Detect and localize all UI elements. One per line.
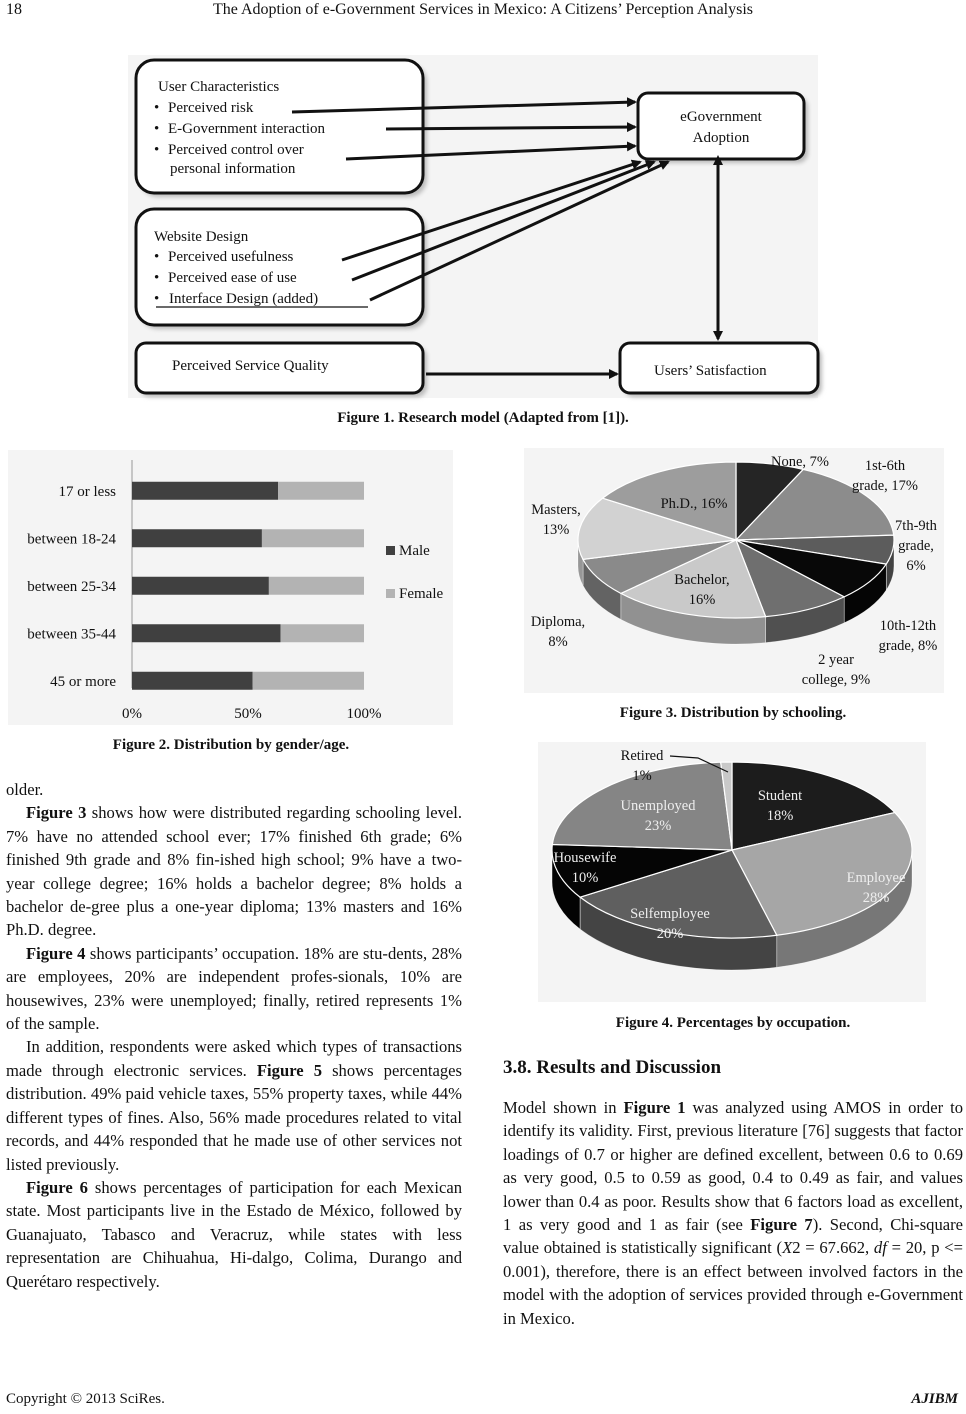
- slice-label: 2 year: [818, 652, 854, 668]
- paragraph: Model shown in Figure 1 was analyzed using AMOS in order to identify its validity. First, previous literature [76] suggests that factor loadings of 0.7 or higher are defined excellent, between 0.6 to 0.69 as very good, 0.5 to 0.59 as good, 0.4 to 0.49 as fair, and values lower than 0.4 as poor. Results show that 6 factors load as excellent, 1 as very good and 1 as fair (see Figure 7). Second, Chi-square value obtained is statistically significant (X2 = 67.662, df = 20, p <= 0.001), therefore, there is an effect between involved factors in the model with the adoption of services provided through e-Government in Mexico.: [503, 1098, 963, 1328]
- svg-text:•: •: [154, 270, 160, 286]
- figure3-pie-chart: [524, 448, 944, 693]
- bar-female: [253, 672, 364, 690]
- copyright: Copyright © 2013 SciRes.: [6, 1391, 165, 1407]
- slice-label: Unemployed: [620, 798, 696, 814]
- slice-label: grade,: [898, 538, 934, 554]
- user-box-title: User Characteristics: [158, 79, 280, 95]
- figure-ref[interactable]: Figure 5: [256, 1060, 323, 1080]
- figure4-pie-chart: [538, 742, 926, 1002]
- figure2-bar-chart: [8, 450, 453, 725]
- running-title: The Adoption of e-Government Services in Mexico: A Citizens’ Perception Analysis: [212, 1, 754, 18]
- figure1-diagram: [120, 50, 840, 402]
- page-header: [0, 0, 966, 26]
- right-column: [503, 1096, 963, 1330]
- paragraph: Figure 4 shows participants’ occupation. 18% are stu-dents, 28% are employees, 20% are independent profes-sionals, 10% are housewives, 23% were unemployed; finally, retired represents 1% of the sample.: [6, 943, 462, 1034]
- page-number: 18: [6, 1, 22, 18]
- web-item: Perceived usefulness: [168, 249, 294, 265]
- figure1-caption: Figure 1. Research model (Adapted from [1]).: [337, 410, 629, 426]
- slice-label: grade, 17%: [851, 478, 919, 494]
- legend-label: Male: [399, 543, 430, 559]
- web-box-title: Website Design: [154, 229, 249, 245]
- paragraph: Figure 6 shows percentages of participation for each Mexican state. Most participants live in the Estado de México, followed by Guanajuato, Tabasco and Veracruz, while states with less representation are Chihuahua, Hi-dalgo, Colima, Durango and Querétaro respectively.: [6, 1177, 462, 1291]
- slice-label: Masters,: [531, 502, 581, 518]
- svg-text:•: •: [154, 249, 160, 265]
- slice-label: grade, 8%: [878, 638, 938, 654]
- slice-label: None, 7%: [771, 454, 829, 470]
- bar-male: [132, 529, 262, 547]
- bar-female: [269, 577, 364, 595]
- category-label: 45 or more: [50, 673, 116, 690]
- slice-label: 28%: [862, 890, 890, 906]
- slice-label: 13%: [542, 522, 570, 538]
- slice-label: Ph.D., 16%: [660, 496, 728, 512]
- slice-label: college, 9%: [801, 672, 871, 688]
- journal-name: AJIBM: [911, 1391, 958, 1407]
- section-heading: 3.8. Results and Discussion: [503, 1057, 722, 1078]
- web-item: Perceived ease of use: [168, 270, 297, 286]
- user-item: E-Government interaction: [168, 121, 326, 137]
- user-item: Perceived risk: [168, 100, 254, 116]
- quality-label: Perceived Service Quality: [172, 358, 329, 374]
- bar-male: [132, 577, 269, 595]
- figure-ref[interactable]: Figure 4: [26, 943, 86, 963]
- bar-male: [132, 482, 278, 500]
- figure2-caption: Figure 2. Distribution by gender/age.: [112, 737, 350, 753]
- user-item: Perceived control over: [168, 142, 304, 158]
- slice-label: 7th-9th: [895, 518, 937, 534]
- figure-ref[interactable]: Figure 3: [26, 803, 87, 823]
- svg-text:•: •: [154, 100, 160, 116]
- slice-label: Housewife: [553, 850, 617, 866]
- slice-label: 10th-12th: [879, 618, 937, 634]
- slice-label: 23%: [644, 818, 672, 834]
- paragraph: older.: [6, 780, 44, 799]
- slice-label: 18%: [766, 808, 794, 824]
- svg-text:•: •: [154, 121, 160, 137]
- figure3-caption: Figure 3. Distribution by schooling.: [619, 705, 847, 721]
- category-label: between 18-24: [27, 531, 116, 548]
- legend-label: Female: [399, 586, 444, 602]
- slice-label: Diploma,: [530, 614, 586, 630]
- figure-ref[interactable]: Figure 7: [750, 1215, 813, 1235]
- svg-text:•: •: [154, 291, 160, 307]
- figure4-caption: Figure 4. Percentages by occupation.: [615, 1015, 851, 1031]
- bar-female: [280, 624, 364, 642]
- x-tick-label: 50%: [234, 706, 262, 722]
- slice-label: 6%: [906, 558, 926, 574]
- bar-female: [262, 529, 364, 547]
- adoption-label: Adoption: [692, 130, 750, 146]
- slice-label: 8%: [548, 634, 568, 650]
- slice-label: 16%: [688, 592, 716, 608]
- slice-label: Student: [757, 788, 803, 804]
- slice-label: 1st-6th: [864, 458, 906, 474]
- satisfaction-label: Users’ Satisfaction: [654, 363, 767, 379]
- slice-label: Retired: [620, 748, 664, 764]
- figure-ref[interactable]: Figure 6: [26, 1177, 88, 1197]
- x-tick-label: 0%: [122, 706, 142, 722]
- paragraph: In addition, respondents were asked which types of transactions made through electronic services. Figure 5 shows percentages distribution. 49% paid vehicle taxes, 55% property taxes, while 44% different types of fines. Also, 56% made procedures related to vital records, and 44% responded that he made use of other services not listed previously.: [6, 1037, 462, 1174]
- adoption-box: [638, 93, 804, 159]
- figure-ref[interactable]: Figure 1: [623, 1098, 686, 1117]
- paragraph: Figure 3 shows how were distributed regarding schooling level. 7% have no attended school ever; 17% finished 6th grade; 6% finished 9th grade and 8% fin-ished high school; 9% have a two-year college degree; 16% holds a bachelor degree; 8% holds a bachelor de-gree plus a one-year diploma; 13% masters and 16% Ph.D. degree.: [6, 803, 462, 940]
- category-label: 17 or less: [58, 483, 116, 500]
- adoption-label: eGovernment: [680, 109, 762, 125]
- bar-female: [278, 482, 364, 500]
- slice-label: 1%: [632, 768, 652, 784]
- legend-swatch: [386, 589, 395, 598]
- svg-text:•: •: [154, 142, 160, 158]
- bar-male: [132, 672, 253, 690]
- left-column: [6, 778, 462, 1293]
- slice-label: Selfemployee: [630, 906, 710, 922]
- category-label: between 35-44: [27, 626, 116, 643]
- slice-label: Employee: [846, 870, 906, 886]
- slice-label: 20%: [656, 926, 684, 942]
- web-item: Interface Design (added): [169, 291, 319, 307]
- category-label: between 25-34: [27, 578, 116, 595]
- user-item: personal information: [170, 161, 296, 177]
- legend-swatch: [386, 546, 395, 555]
- slice-label: Bachelor,: [674, 572, 730, 588]
- bar-male: [132, 624, 280, 642]
- x-tick-label: 100%: [346, 706, 382, 722]
- slice-label: 10%: [571, 870, 599, 886]
